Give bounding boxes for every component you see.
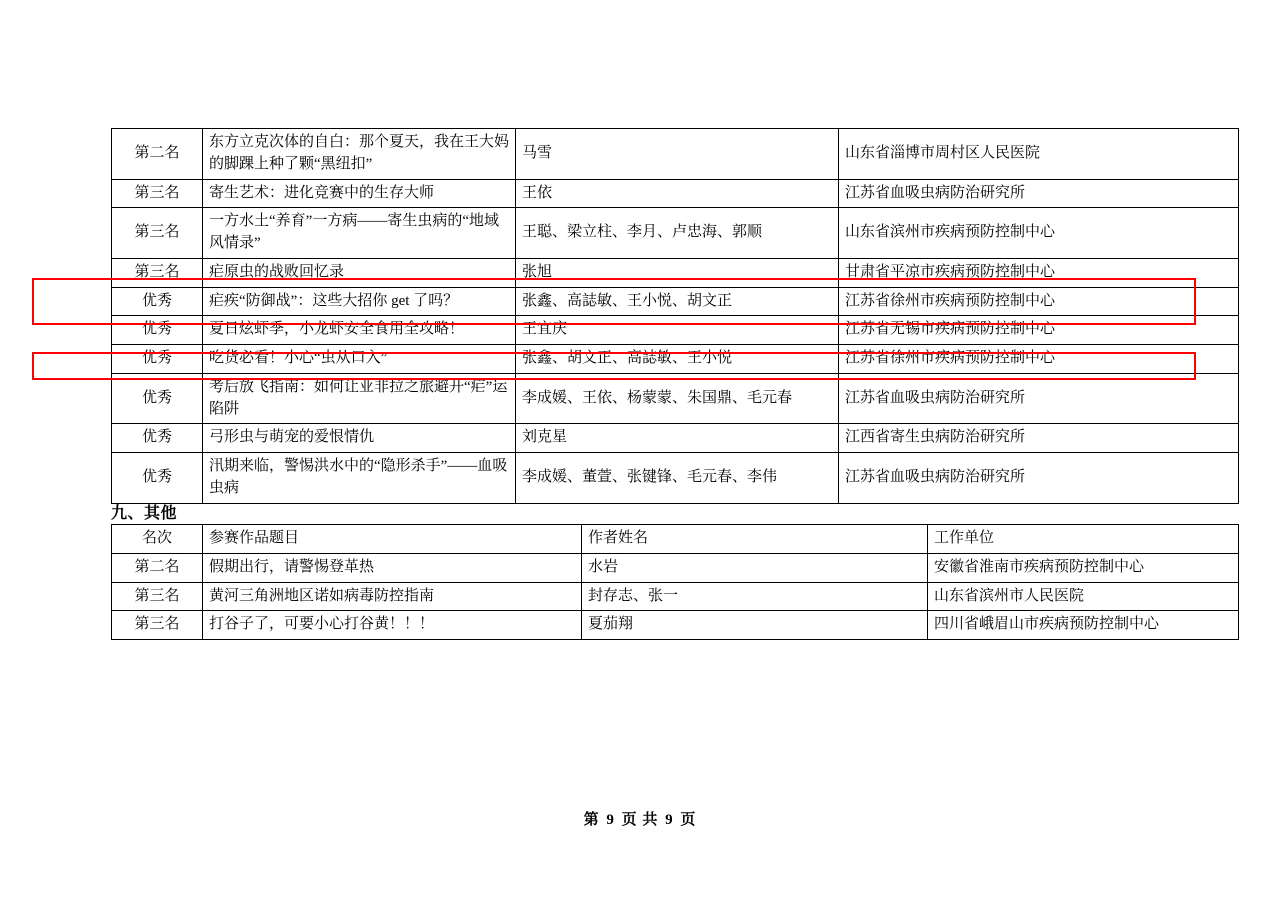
row-unit: 江苏省无锡市疾病预防控制中心 [839,316,1239,345]
row-unit: 山东省淄博市周村区人民医院 [839,129,1239,180]
row-title: 吃货必看！小心“虫从口入” [203,345,516,374]
row-author: 夏茄翔 [582,611,928,640]
row-author: 张鑫、高誌敏、王小悦、胡文正 [516,287,839,316]
row-author: 王聪、梁立柱、李月、卢忠海、郭顺 [516,208,839,259]
awards-table-one [111,128,1239,504]
row-unit: 江苏省血吸虫病防治研究所 [839,373,1239,424]
table-row [112,258,1239,287]
row-title: 夏日炫虾季，小龙虾安全食用全攻略！ [203,316,516,345]
header-title: 参赛作品题目 [203,525,582,554]
row-title: 一方水土“养育”一方病——寄生虫病的“地域风情录” [203,208,516,259]
row-title: 黄河三角洲地区诺如病毒防控指南 [203,582,582,611]
table-row-highlighted [112,287,1239,316]
awards-table-one-body [112,129,1239,504]
row-title: 疟疾“防御战”：这些大招你 get 了吗？ [203,287,516,316]
table-header-row [112,525,1239,554]
table-row [112,179,1239,208]
footer-page-number: 9 [606,812,615,828]
row-rank: 第三名 [112,258,203,287]
row-unit: 甘肃省平凉市疾病预防控制中心 [839,258,1239,287]
row-unit: 安徽省淮南市疾病预防控制中心 [928,553,1239,582]
awards-table-one-wrapper [111,128,1188,504]
row-title: 东方立克次体的自白：那个夏天，我在王大妈的脚踝上种了颗“黑纽扣” [203,129,516,180]
row-title: 疟原虫的战败回忆录 [203,258,516,287]
table-row [112,453,1239,504]
footer-total-pages: 9 [665,812,674,828]
row-unit: 江苏省徐州市疾病预防控制中心 [839,287,1239,316]
footer-middle: 页 共 [621,812,659,828]
row-title: 打谷子了，可要小心打谷黄！！！ [203,611,582,640]
row-rank: 第二名 [112,553,203,582]
row-title: 寄生艺术：进化竞赛中的生存大师 [203,179,516,208]
row-unit: 四川省峨眉山市疾病预防控制中心 [928,611,1239,640]
table-row [112,129,1239,180]
row-author: 张旭 [516,258,839,287]
row-rank: 优秀 [112,424,203,453]
row-rank: 优秀 [112,316,203,345]
header-author: 作者姓名 [582,525,928,554]
row-author: 王依 [516,179,839,208]
row-author: 王宜庆 [516,316,839,345]
section-heading: 九、其他 [111,505,178,522]
row-author: 水岩 [582,553,928,582]
table-row [112,424,1239,453]
table-row [112,208,1239,259]
footer-prefix: 第 [583,812,600,828]
row-unit: 江西省寄生虫病防治研究所 [839,424,1239,453]
table-row-highlighted [112,345,1239,374]
row-rank: 第三名 [112,582,203,611]
table-row [112,611,1239,640]
header-unit: 工作单位 [928,525,1239,554]
row-author: 张鑫、胡文正、高誌敏、王小悦 [516,345,839,374]
row-author: 李成媛、王依、杨蒙蒙、朱国鼎、毛元春 [516,373,839,424]
table-row [112,553,1239,582]
row-rank: 第二名 [112,129,203,180]
table-row [112,582,1239,611]
row-unit: 江苏省徐州市疾病预防控制中心 [839,345,1239,374]
table-row [112,373,1239,424]
row-rank: 第三名 [112,611,203,640]
row-unit: 山东省滨州市疾病预防控制中心 [839,208,1239,259]
footer-suffix: 页 [680,812,697,828]
header-rank: 名次 [112,525,203,554]
row-author: 封存志、张一 [582,582,928,611]
row-title: 假期出行，请警惕登革热 [203,553,582,582]
row-unit: 山东省滨州市人民医院 [928,582,1239,611]
awards-table-two [111,524,1239,640]
row-rank: 第三名 [112,179,203,208]
awards-table-two-wrapper [111,524,1188,640]
row-title: 考后放飞指南：如何让亚非拉之旅避开“疟”运陷阱 [203,373,516,424]
row-title: 汛期来临，警惕洪水中的“隐形杀手”——血吸虫病 [203,453,516,504]
awards-table-two-head [112,525,1239,554]
awards-table-two-body [112,553,1239,639]
row-title: 弓形虫与萌宠的爱恨情仇 [203,424,516,453]
row-rank: 优秀 [112,373,203,424]
row-unit: 江苏省血吸虫病防治研究所 [839,179,1239,208]
table-row [112,316,1239,345]
row-rank: 第三名 [112,208,203,259]
row-rank: 优秀 [112,287,203,316]
row-rank: 优秀 [112,345,203,374]
row-author: 刘克星 [516,424,839,453]
row-rank: 优秀 [112,453,203,504]
row-author: 李成媛、董萱、张键锋、毛元春、李伟 [516,453,839,504]
row-author: 马雪 [516,129,839,180]
page-footer [0,808,1280,829]
row-unit: 江苏省血吸虫病防治研究所 [839,453,1239,504]
